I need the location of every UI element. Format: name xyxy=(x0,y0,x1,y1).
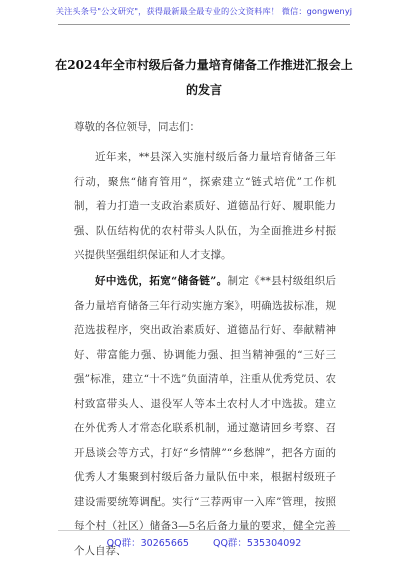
document-title: 在2024年全市村级后备力量培育储备工作推进汇报会上的发言 xyxy=(55,58,353,97)
body-paragraph-1: 近年来，**县深入实施村级后备力量培育储备三年行动，聚焦“储育管用”，探索建立“链式培优”工作机制，着力打造一支政治素质好、道德品行好、履职能力强、队伍结构优的农村带头人队伍，为全面推进乡村振兴提供坚强组织保证和人才支撑。 xyxy=(74,151,336,261)
body-paragraph-2 xyxy=(74,269,336,563)
footer-divider xyxy=(58,530,350,531)
header-divider xyxy=(58,24,350,25)
salutation: 尊敬的各位领导，同志们： xyxy=(74,121,200,133)
paragraph-2-body: 制定《**县村级组织后备力量培育储备三年行动实施方案》，明确选拔标准，规范选拔程序，突出政治素质好、道德品行好、奉献精神好、带富能力强、协调能力强、担当精神强的“三好三强”标准，建立“十不选”负面清单，注重从优秀党员、农村致富带头人、退役军人等本土农村人才中选拔。建立在外优秀人才常态化联系机制，通过邀请回乡考察、召开恳谈会等方式，打好“乡情牌”“乡愁牌”，把各方面的优秀人才集聚到村级后备力量队伍中来，根据村级班子建设需要统筹调配。实行“三荐两审一入库”管理，按照每个村（社区）储备3—5名后备力量的要求，健全完善个人自荐、 xyxy=(74,275,336,557)
paragraph-2-lead: 好中选优，拓宽“储备链”。 xyxy=(95,275,228,287)
footer xyxy=(0,535,408,549)
footer-qq-group-1: QQ群：30265665 xyxy=(106,538,189,549)
header-banner: 关注头条号"公文研究"，获得最新最全最专业的公文资料库！ 微信：gongwenyj xyxy=(55,6,353,16)
footer-qq-group-2: QQ群：535304092 xyxy=(212,538,302,549)
